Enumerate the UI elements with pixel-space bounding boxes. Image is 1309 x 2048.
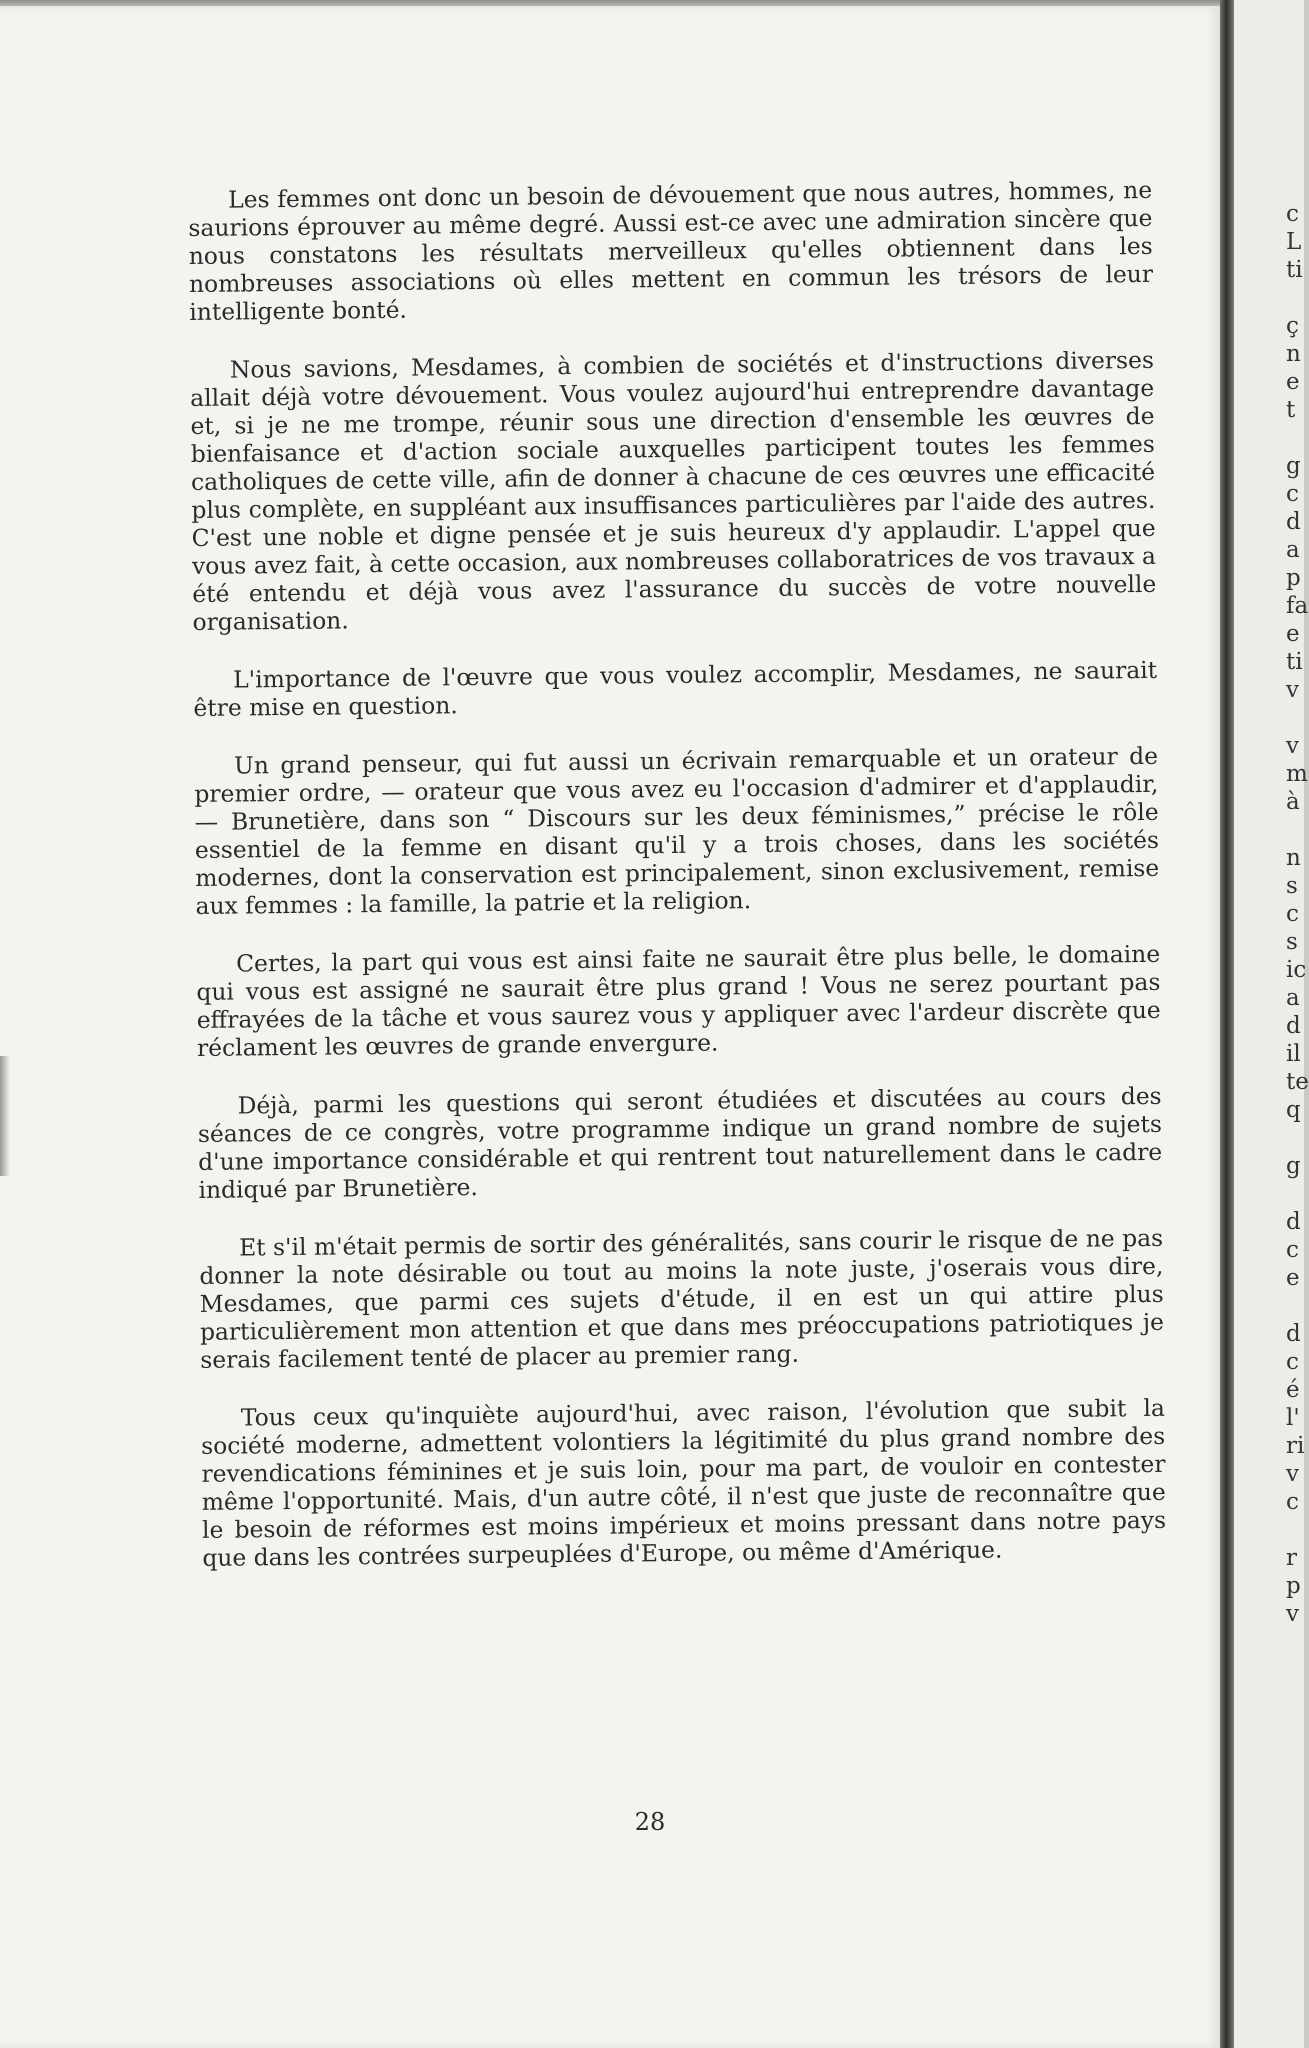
facing-page-text-fragments: [1286, 200, 1309, 1628]
facing-page-fragment: v: [1286, 1461, 1299, 1487]
facing-page-fragment: n: [1286, 845, 1301, 871]
facing-page-fragment: [1286, 816, 1304, 844]
facing-page-fragment: ti: [1286, 649, 1303, 675]
facing-page-fragment: r: [1286, 1545, 1297, 1571]
facing-page-fragment: à: [1286, 789, 1300, 815]
facing-page-fragment: m: [1286, 761, 1308, 787]
page-number: 28: [634, 1808, 666, 1836]
facing-page-fragment: [1286, 1516, 1304, 1544]
facing-page-fragment: p: [1286, 1573, 1301, 1599]
facing-page-fragment: [1286, 284, 1304, 312]
facing-page-fragment: [1286, 1124, 1304, 1152]
facing-page-fragment: [1286, 704, 1304, 732]
facing-page-fragment: c: [1286, 1237, 1299, 1263]
facing-page-fragment: d: [1286, 1321, 1301, 1347]
facing-page-fragment: ti: [1286, 257, 1303, 283]
facing-page-fragment: q: [1286, 1097, 1301, 1123]
facing-page-fragment: v: [1286, 677, 1299, 703]
facing-page-fragment: ri: [1286, 1433, 1305, 1459]
facing-page-fragment: s: [1286, 929, 1298, 955]
facing-page-fragment: g: [1286, 1153, 1301, 1179]
facing-page-fragment: t: [1286, 397, 1296, 423]
left-page: [0, 6, 1220, 2048]
facing-page-fragment: L: [1286, 229, 1302, 255]
facing-page-fragment: n: [1286, 341, 1301, 367]
paragraph-6: Déjà, parmi les questions qui seront étudiées et discutées au cours des séances de ce congrès, votre programme indique un grand nombre de sujets d'une importance considérable et qui rentrent tout naturellement dans le cadre indiqué par Brunetière.: [197, 1081, 1163, 1204]
facing-page-fragment: g: [1286, 453, 1301, 479]
left-page-edge-mark: [0, 1056, 10, 1176]
facing-page-fragment: a: [1286, 537, 1300, 563]
facing-page-fragment: [1286, 1180, 1304, 1208]
paragraph-8: Tous ceux qu'inquiète aujourd'hui, avec raison, l'évolution que subit la société moderne, admettent volontiers la légitimité du plus grand nombre des revendications féminines et je suis loin, pour ma part, de vouloir en contester même l'opportunité. Mais, d'un autre côté, il n'est que juste de reconnaître que le besoin de réformes est moins impérieux et moins pressant dans notre pays que dans les contrées surpeuplées d'Europe, ou même d'Amérique.: [201, 1393, 1167, 1572]
facing-page-fragment: d: [1286, 1209, 1301, 1235]
paragraph-4: Un grand penseur, qui fut aussi un écrivain remarquable et un orateur de premier ordre, — orateur que vous avez eu l'occasion d'admirer et d'applaudir, — Brunetière, dans son “ Discours sur les deux féminismes,” précise le rôle essentiel de la femme en disant qu'il y a trois choses, dans les sociétés modernes, dont la conservation est principalement, sinon exclusivement, remise aux femmes : la famille, la patrie et la religion.: [194, 741, 1160, 920]
facing-page-fragment: c: [1286, 201, 1299, 227]
book-gutter: [1220, 0, 1234, 2048]
facing-page-fragment: c: [1286, 481, 1299, 507]
facing-page-fragment: l': [1286, 1405, 1300, 1431]
facing-page-fragment: d: [1286, 1013, 1301, 1039]
facing-page-fragment: v: [1286, 733, 1299, 759]
facing-page-fragment: [1286, 1292, 1304, 1320]
facing-page-fragment: e: [1286, 621, 1300, 647]
facing-page-fragment: é: [1286, 1377, 1300, 1403]
facing-page-fragment: s: [1286, 873, 1298, 899]
paragraph-3: L'importance de l'œuvre que vous voulez accomplir, Mesdames, ne saurait être mise en question.: [193, 655, 1158, 722]
facing-page-fragment: c: [1286, 1489, 1299, 1515]
facing-page-fragment: v: [1286, 1601, 1299, 1627]
paragraph-2: Nous savions, Mesdames, à combien de sociétés et d'instructions diverses allait déjà votre dévouement. Vous voulez aujourd'hui entreprendre davantage et, si je ne me trompe, réunir sous une direction d'ensemble les œuvres de bienfaisance et d'action sociale auxquelles participent toutes les femmes catholiques de cette ville, afin de donner à chacune de ces œuvres une efficacité plus complète, en suppléant aux insuffisances particulières par l'aide des autres. C'est une noble et digne pensée et je suis heureux d'y applaudir. L'appel que vous avez fait, à cette occasion, aux nombreuses collaboratrices de vos travaux a été entendu et déjà vous avez l'assurance du succès de votre nouvelle organisation.: [190, 345, 1157, 636]
facing-page-fragment: p: [1286, 565, 1301, 591]
facing-page-fragment: e: [1286, 369, 1300, 395]
facing-page-fragment: [1286, 424, 1304, 452]
facing-page-fragment: e: [1286, 1265, 1300, 1291]
body-text: [188, 176, 1167, 1602]
facing-page-fragment: c: [1286, 1349, 1299, 1375]
facing-page-fragment: ç: [1286, 313, 1299, 339]
facing-page-fragment: a: [1286, 985, 1300, 1011]
facing-page-fragment: il: [1286, 1041, 1301, 1067]
facing-page-fragment: fa: [1286, 593, 1309, 619]
facing-page-fragment: c: [1286, 901, 1299, 927]
paragraph-7: Et s'il m'était permis de sortir des généralités, sans courir le risque de ne pas donner la note désirable ou tout au moins la note juste, j'oserais vous dire, Mesdames, que parmi ces sujets d'étude, il en est un qui attire plus particulièrement mon attention et que dans mes préoccupations patriotiques je serais facilement tenté de placer au premier rang.: [199, 1223, 1165, 1374]
paragraph-5: Certes, la part qui vous est ainsi faite ne saurait être plus belle, le domaine qui vous est assigné ne saurait être plus grand ! Vous ne serez pourtant pas effrayées de la tâche et vous saurez vous y appliquer avec l'ardeur discrète que réclament les œuvres de grande envergure.: [196, 939, 1161, 1062]
facing-page-fragment: ic: [1286, 957, 1307, 983]
facing-page-fragment: d: [1286, 509, 1301, 535]
facing-page-fragment: te: [1286, 1069, 1309, 1095]
paragraph-1: Les femmes ont donc un besoin de dévouement que nous autres, hommes, ne saurions éprouver au même degré. Aussi est-ce avec une admiration sincère que nous constatons les résultats merveilleux qu'elles obtiennent dans les nombreuses associations où elles mettent en commun les trésors de leur intelligente bonté.: [188, 175, 1154, 326]
